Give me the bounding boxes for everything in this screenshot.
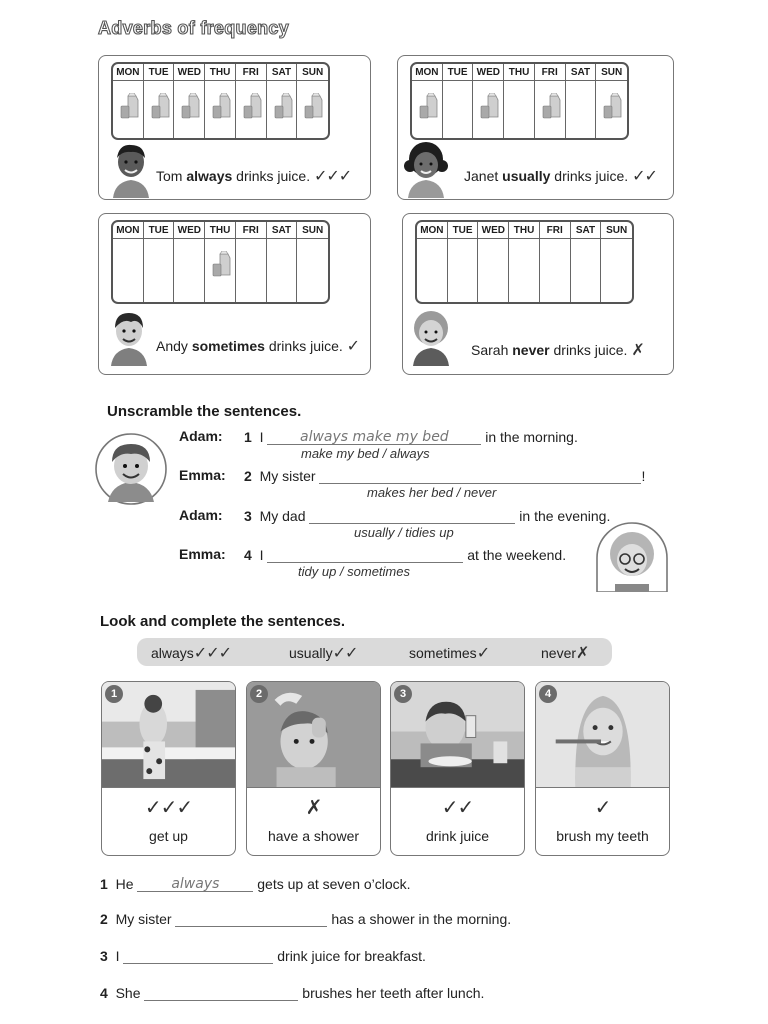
card-caption: drink juice xyxy=(425,828,490,844)
day-label: THU xyxy=(504,64,534,81)
sentence-janet: Janet usually drinks juice. ✓✓ xyxy=(464,168,657,185)
day-column xyxy=(113,64,144,138)
check-marks: ✓✓ xyxy=(632,168,657,185)
day-cell xyxy=(566,81,596,138)
day-column xyxy=(113,222,144,302)
juice-carton-icon xyxy=(242,93,264,119)
day-label: MON xyxy=(412,64,442,81)
week-grid xyxy=(415,220,634,304)
day-label: SAT xyxy=(267,222,297,239)
answer-blank[interactable] xyxy=(123,947,273,964)
day-label: TUE xyxy=(448,222,478,239)
sentence-andy: Andy sometimes drinks juice. ✓ xyxy=(156,338,360,355)
day-column xyxy=(417,222,448,302)
day-column xyxy=(509,222,540,302)
day-column xyxy=(443,64,474,138)
answer-blank[interactable] xyxy=(319,467,641,484)
day-column xyxy=(267,64,298,138)
day-label: THU xyxy=(205,222,235,239)
juice-carton-icon xyxy=(211,93,233,119)
day-column xyxy=(571,222,602,302)
card-number: 2 xyxy=(250,685,268,703)
day-column xyxy=(205,64,236,138)
day-label: THU xyxy=(205,64,235,81)
day-cell xyxy=(205,239,235,302)
day-cell xyxy=(144,81,174,138)
day-column xyxy=(540,222,571,302)
day-column xyxy=(144,64,175,138)
day-label: TUE xyxy=(144,222,174,239)
day-column xyxy=(473,64,504,138)
day-label: SAT xyxy=(566,64,596,81)
day-column xyxy=(596,64,627,138)
sentence-tom: Tom always drinks juice. ✓✓✓ xyxy=(156,168,352,185)
check-marks: ✓✓✓ xyxy=(144,797,193,819)
key-never: never✗ xyxy=(541,645,589,662)
frequency-key xyxy=(137,638,612,666)
day-column xyxy=(601,222,632,302)
key-sometimes: sometimes✓ xyxy=(409,645,490,662)
complete-heading: Look and complete the sentences. xyxy=(100,613,346,630)
complete-sentence-3: 3 I drink juice for breakfast. xyxy=(100,948,426,964)
week-grid xyxy=(410,62,629,140)
day-label: WED xyxy=(174,222,204,239)
day-cell xyxy=(509,239,539,302)
day-label: FRI xyxy=(236,222,266,239)
day-cell xyxy=(267,81,297,138)
juice-carton-icon xyxy=(479,93,501,119)
day-label: TUE xyxy=(443,64,473,81)
day-cell xyxy=(412,81,442,138)
panel-janet xyxy=(397,55,674,200)
day-column xyxy=(504,64,535,138)
day-label: SUN xyxy=(297,64,328,81)
juice-carton-icon xyxy=(119,93,141,119)
day-cell xyxy=(297,239,328,302)
complete-sentence-4: 4 She brushes her teeth after lunch. xyxy=(100,985,485,1001)
day-cell xyxy=(417,239,447,302)
day-column xyxy=(267,222,298,302)
day-cell xyxy=(540,239,570,302)
juice-carton-icon xyxy=(418,93,440,119)
day-cell xyxy=(267,239,297,302)
word-hint: makes her bed / never xyxy=(367,485,497,500)
word-hint: usually / tidies up xyxy=(354,525,454,540)
juice-carton-icon xyxy=(150,93,172,119)
boy-andy-avatar xyxy=(105,310,153,366)
juice-carton-icon xyxy=(541,93,563,119)
day-cell xyxy=(174,81,204,138)
day-column xyxy=(535,64,566,138)
day-cell xyxy=(448,239,478,302)
check-marks: ✓ xyxy=(594,797,611,819)
day-cell xyxy=(596,81,627,138)
answer-blank[interactable] xyxy=(267,546,463,563)
answer-blank[interactable]: always make my bed xyxy=(267,428,481,445)
day-column xyxy=(205,222,236,302)
key-always: always✓✓✓ xyxy=(151,645,232,662)
unscramble-heading: Unscramble the sentences. xyxy=(107,403,302,420)
answer-blank[interactable] xyxy=(175,910,327,927)
key-usually: usually✓✓ xyxy=(289,645,358,662)
day-column xyxy=(144,222,175,302)
day-cell xyxy=(174,239,204,302)
juice-carton-icon xyxy=(180,93,202,119)
answer-blank[interactable] xyxy=(309,507,515,524)
panel-sarah xyxy=(402,213,674,375)
word-hint: tidy up / sometimes xyxy=(298,564,410,579)
boy-adam-avatar xyxy=(94,432,168,506)
girl-emma-avatar xyxy=(595,522,669,592)
day-label: SUN xyxy=(601,222,632,239)
day-label: SAT xyxy=(571,222,601,239)
panel-tom xyxy=(98,55,371,200)
day-cell xyxy=(478,239,508,302)
day-label: FRI xyxy=(236,64,266,81)
day-cell xyxy=(144,239,174,302)
day-cell xyxy=(443,81,473,138)
week-grid xyxy=(111,62,330,140)
juice-carton-icon xyxy=(602,93,624,119)
day-column xyxy=(174,222,205,302)
answer-blank[interactable] xyxy=(144,984,298,1001)
sentence-sarah: Sarah never drinks juice. ✗ xyxy=(471,342,644,359)
girl-sarah-avatar xyxy=(407,310,455,366)
check-marks: ✓✓ xyxy=(441,797,474,819)
day-cell xyxy=(571,239,601,302)
day-label: WED xyxy=(473,64,503,81)
day-label: THU xyxy=(509,222,539,239)
day-label: MON xyxy=(113,64,143,81)
day-column xyxy=(236,222,267,302)
day-cell xyxy=(504,81,534,138)
day-column xyxy=(297,222,328,302)
card-caption: get up xyxy=(149,828,188,844)
day-column xyxy=(297,64,328,138)
day-column xyxy=(236,64,267,138)
picture-card-3 xyxy=(390,681,525,856)
day-label: WED xyxy=(174,64,204,81)
picture-card-1 xyxy=(101,681,236,856)
juice-carton-icon xyxy=(273,93,295,119)
panel-andy xyxy=(98,213,371,375)
day-column xyxy=(566,64,597,138)
day-label: FRI xyxy=(540,222,570,239)
day-cell xyxy=(113,239,143,302)
day-label: TUE xyxy=(144,64,174,81)
day-cell xyxy=(236,239,266,302)
check-marks: ✓ xyxy=(346,338,360,355)
day-label: SUN xyxy=(596,64,627,81)
week-grid xyxy=(111,220,330,304)
day-column xyxy=(448,222,479,302)
cross-mark: ✗ xyxy=(305,797,322,819)
answer-blank[interactable]: always xyxy=(137,875,253,892)
check-marks: ✓✓✓ xyxy=(313,168,352,185)
day-label: MON xyxy=(113,222,143,239)
card-caption: have a shower xyxy=(267,828,360,844)
day-cell xyxy=(297,81,328,138)
juice-carton-icon xyxy=(211,251,233,277)
day-label: SUN xyxy=(297,222,328,239)
day-cell xyxy=(236,81,266,138)
day-column xyxy=(174,64,205,138)
day-cell xyxy=(113,81,143,138)
complete-sentence-2: 2 My sister has a shower in the morning. xyxy=(100,911,512,927)
card-number: 3 xyxy=(394,685,412,703)
day-label: WED xyxy=(478,222,508,239)
card-number: 1 xyxy=(105,685,123,703)
day-cell xyxy=(205,81,235,138)
day-label: FRI xyxy=(535,64,565,81)
card-number: 4 xyxy=(539,685,557,703)
day-column xyxy=(478,222,509,302)
cross-mark: ✗ xyxy=(631,342,644,359)
day-column xyxy=(412,64,443,138)
boy-tom-avatar xyxy=(107,142,155,198)
picture-card-2 xyxy=(246,681,381,856)
day-cell xyxy=(473,81,503,138)
girl-janet-avatar xyxy=(402,142,450,198)
complete-sentence-1: 1 He always gets up at seven o’clock. xyxy=(100,876,411,892)
day-label: SAT xyxy=(267,64,297,81)
word-hint: make my bed / always xyxy=(301,446,430,461)
day-cell xyxy=(601,239,632,302)
page-title: Adverbs of frequency xyxy=(98,18,290,38)
card-caption: brush my teeth xyxy=(556,828,649,844)
day-cell xyxy=(535,81,565,138)
day-label: MON xyxy=(417,222,447,239)
picture-card-4 xyxy=(535,681,670,856)
juice-carton-icon xyxy=(303,93,325,119)
